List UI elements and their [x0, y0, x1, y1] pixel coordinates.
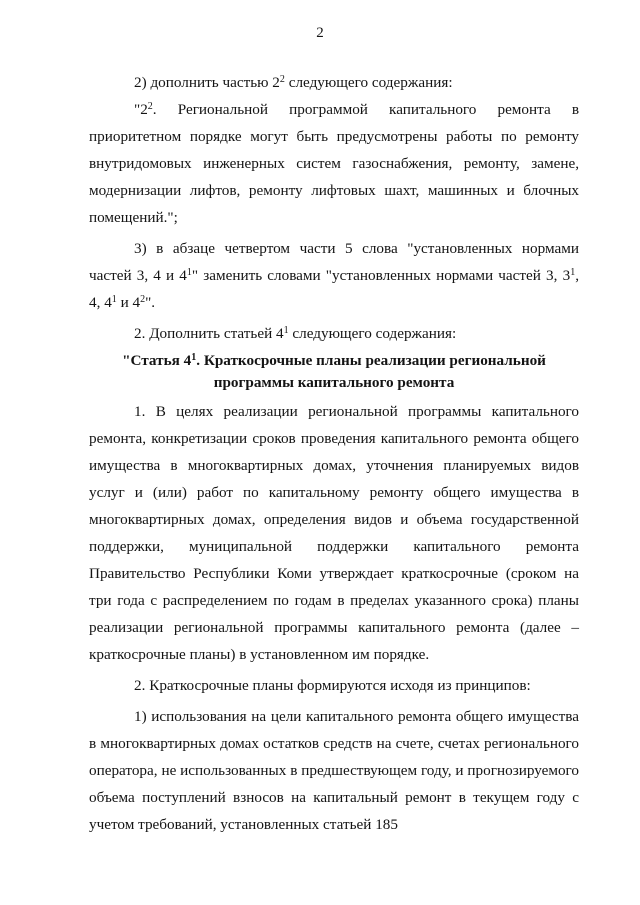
page-number: 2	[316, 25, 324, 41]
section-2-intro: 2. Дополнить статьей $4^1$ следующего содержания:	[134, 325, 457, 342]
article-title	[89, 350, 579, 394]
article-title-line-1: "Статья $4^1$. Краткосрочные планы реализации региональной	[122, 352, 546, 369]
article-title-line-2: программы капитального ремонта	[213, 374, 455, 391]
article-paragraph-1: 1. В целях реализации региональной программы капитального ремонта, конкретизации сроков проведения капитального ремонта общего имущества в многоквартирных домах, уточнения планируемых видов услуг и (или) работ по капитальному ремонту общего имущества в многоквартирных домах, определения видов и объема государственной поддержки, муниципальной поддержки капитального ремонта Правительство Республики Коми утверждает краткосрочные (сроком на три года с распределением по годам в пределах указанного срока) планы реализации региональной программы капитального ремонта (далее – краткосрочные планы) в установленном им порядке.	[89, 403, 579, 663]
amendment-item-3: 3) в абзаце четвертом части 5 слова "установленных нормами частей 3, 4 и $4^1$" заменить словами "установленных нормами частей 3, $3^1$, 4, $4^1$ и $4^2$".	[89, 240, 579, 311]
amendment-item-2-intro: 2) дополнить частью $2^2$ следующего содержания:	[134, 74, 453, 91]
article-paragraph-2: 2. Краткосрочные планы формируются исходя из принципов:	[134, 677, 531, 694]
article-principle-1: 1) использования на цели капитального ремонта общего имущества в многоквартирных домах остатков средств на счете, счетах регионального оператора, не использованных в предшествующем году, и прогнозируемого объема поступлений взносов на капитальный ремонт в текущем году с учетом требований, установленных статьей 185	[89, 708, 579, 833]
document-body	[89, 69, 579, 838]
part-2-2-text: "$2^2$. Региональной программой капитального ремонта в приоритетном порядке могут быть предусмотрены работы по ремонту внутридомовых инженерных систем газоснабжения, ремонту, замене, модернизации лифтов, ремонту лифтовых шахт, машинных и блочных помещений.";	[89, 101, 579, 226]
